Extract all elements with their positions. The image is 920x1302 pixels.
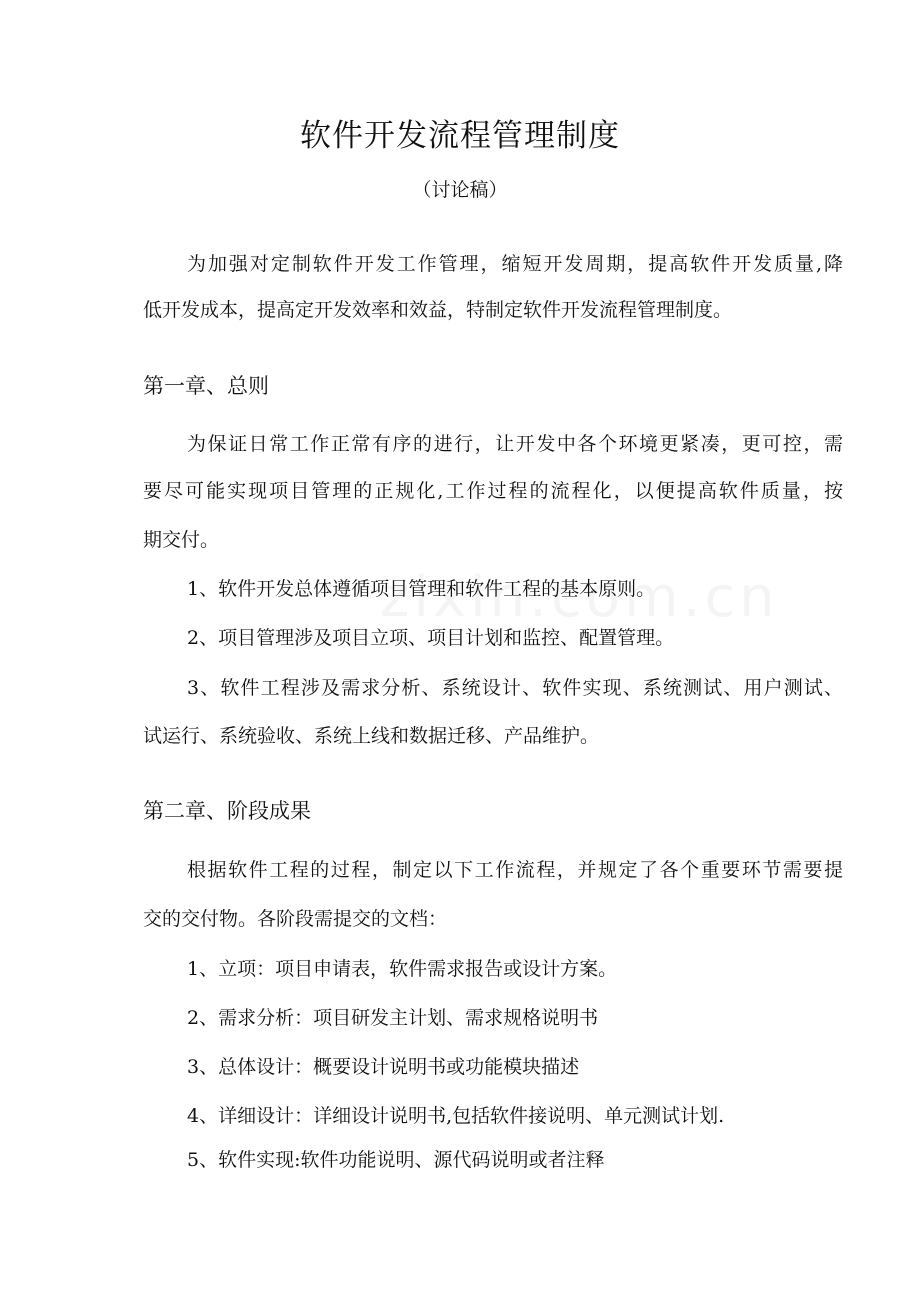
- chapter-2-heading: 第二章、阶段成果: [143, 799, 311, 823]
- chapter-2-para-line-1: 根据软件工程的过程，制定以下工作流程，并规定了各个重要环节需要提: [187, 859, 843, 881]
- intro-line-2: 低开发成本，提高定开发效率和效益，特制定软件开发流程管理制度。: [143, 299, 733, 321]
- document-title: 软件开发流程管理制度: [300, 118, 620, 154]
- chapter-2-para-line-2: 交的交付物。各阶段需提交的文档：: [143, 908, 448, 930]
- intro-line-1: 为加强对定制软件开发工作管理，缩短开发周期，提高软件开发质量,降: [187, 253, 843, 275]
- chapter-1-para-line-2: 要尽可能实现项目管理的正规化,工作过程的流程化，以便提高软件质量，按: [143, 480, 843, 502]
- watermark: [380, 568, 779, 628]
- chapter-1-para-line-3: 期交付。: [143, 529, 220, 551]
- chapter-2-item-4: 4、详细设计：详细设计说明书,包括软件接说明、单元测试计划.: [187, 1105, 725, 1127]
- chapter-1-item-1: 1、软件开发总体遵循项目管理和软件工程的基本原则。: [187, 578, 656, 600]
- document-subtitle: （讨论稿）: [412, 179, 508, 201]
- chapter-1-item-2: 2、项目管理涉及项目立项、项目计划和监控、配置管理。: [187, 627, 675, 649]
- chapter-1-heading: 第一章、总则: [143, 374, 269, 398]
- chapter-1-para-line-1: 为保证日常工作正常有序的进行，让开发中各个环境更紧凑，更可控，需: [187, 433, 843, 455]
- chapter-1-item-3-line-1: 3、软件工程涉及需求分析、系统设计、软件实现、系统测试、用户测试、: [187, 677, 843, 699]
- chapter-2-item-2: 2、需求分析：项目研发主计划、需求规格说明书: [187, 1007, 599, 1029]
- chapter-2-item-1: 1、立项：项目申请表，软件需求报告或设计方案。: [187, 958, 618, 980]
- chapter-1-item-3-line-2: 试运行、系统验收、系统上线和数据迁移、产品维护。: [143, 725, 600, 747]
- chapter-2-item-3: 3、总体设计：概要设计说明书或功能模块描述: [187, 1056, 580, 1078]
- chapter-2-item-5: 5、软件实现:软件功能说明、源代码说明或者注释: [187, 1149, 605, 1171]
